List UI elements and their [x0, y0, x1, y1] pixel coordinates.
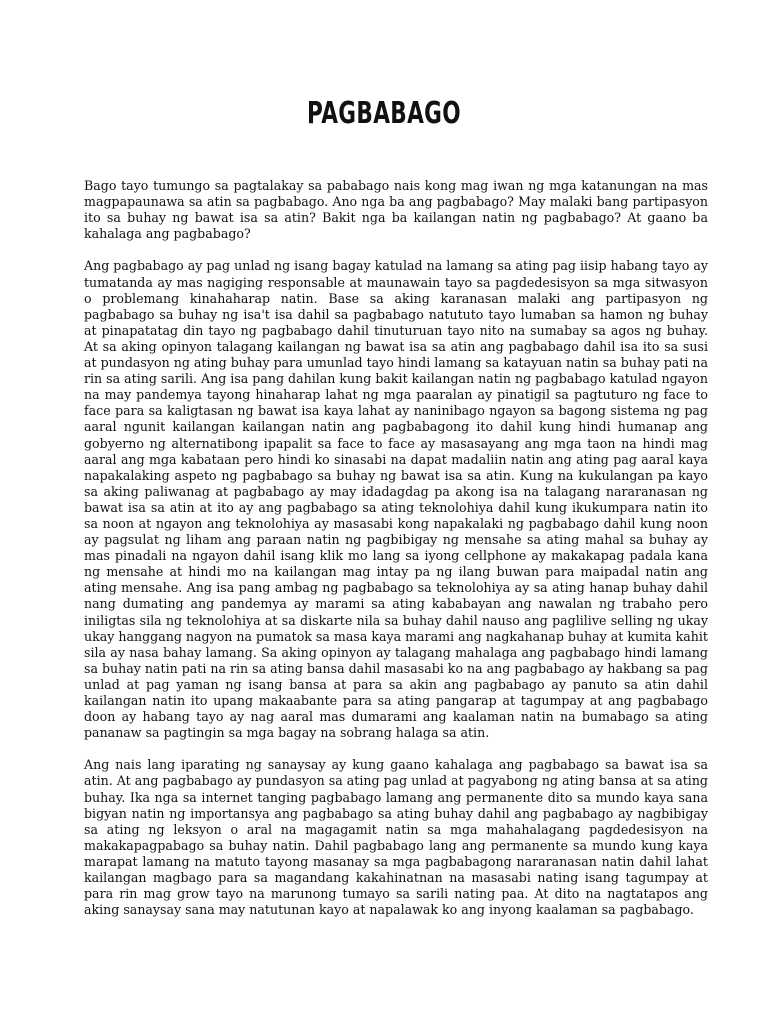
page-title: PAGBABAGO: [307, 96, 461, 131]
paragraph-intro: Bago tayo tumungo sa pagtalakay sa pababago nais kong mag iwan ng mga katanungan na mas magpapaunawa sa atin sa pagbabago. Ano nga ba ang pagbabago? May malaki bang partipasyon ito sa buhay ng bawat isa sa atin? Bakit nga ba kailangan natin ng pagbabago? At gaano ba kahalaga ang pagbabago?: [84, 178, 708, 242]
paragraph-main: Ang pagbabago ay pag unlad ng isang bagay katulad na lamang sa ating pag iisip habang tayo ay tumatanda ay mas nagiging responsable at maunawain tayo sa pagdedesisyon sa mga sitwasyon o problemang kinahaharap natin. Base sa aking karanasan malaki ang partipasyon ng pagbabago sa buhay ng isa't isa dahil sa pagbabago natututo tayo lumaban sa hamon ng buhay at pinapatatag din tayo ng pagbabago dahil tinuturuan tayo nito na sumabay sa agos ng buhay. At sa aking opinyon talagang kailangan ng bawat isa sa atin ang pagbabago dahil isa ito sa susi at pundasyon ng ating buhay para umunlad tayo hindi lamang sa katayuan natin sa buhay pati na rin sa ating sarili. Ang isa pang dahilan kung bakit kailangan natin ng pagbabago katulad ngayon na may pandemya tayong hinaharap lahat ng mga paaralan ay pinatigil sa pagtuturo ng face to face para sa kaligtasan ng bawat isa kaya lahat ay naninibago ngayon sa bagong sistema ng pag aaral ngunit kailangan kailangan natin ang pagbabagong ito dahil kung hindi humanap ang gobyerno ng alternatibong ipapalit sa face to face ay masasayang ang mga taon na hindi mag aaral ang mga kabataan pero hindi ko sinasabi na dapat madaliin natin ang ating pag aaral kaya napakalaking aspeto ng pagbabago sa buhay ng bawat isa sa atin. Kung na kukulangan pa kayo sa aking paliwanag at pagbabago ay may idadagdag pa akong isa na talagang nararanasan ng bawat isa sa atin at ito ay ang pagbabago sa ating teknolohiya dahil kung ikukumpara natin ito sa noon at ngayon ang teknolohiya ay masasabi kong napakalaki ng pagbabago dahil kung noon ay pagsulat ng liham ang paraan natin ng pagbibigay ng mensahe sa ating mahal sa buhay ay mas pinadali na ngayon dahil isang klik mo lang sa iyong cellphone ay makakapag padala kana ng mensahe at hindi mo na kailangan mag intay pa ng ilang buwan para maipadal natin ang ating mensahe. Ang isa pang ambag ng pagbabago sa teknolohiya ay sa ating hanap buhay dahil nang dumating ang pandemya ay marami sa ating kababayan ang nawalan ng trabaho pero iniligtas sila ng teknolohiya at sa diskarte nila sa buhay dahil nauso ang paglilive selling ng ukay ukay hanggang nagyon na pumatok sa masa kaya marami ang nagkahanap buhay at kumita kahit sila ay nasa bahay lamang. Sa aking opinyon ay talagang mahalaga ang pagbabago hindi lamang sa buhay natin pati na rin sa ating bansa dahil masasabi ko na ang pagbabago ay hakbang sa pag unlad at pag yaman ng isang bansa at para sa akin ang pagbabago ay panuto sa atin dahil kailangan natin ito upang makaabante para sa ating pangarap at tagumpay at ang pagbabago doon ay habang tayo ay nag aaral mas dumarami ang kaalaman natin na bumabago sa ating pananaw sa pagtingin sa mga bagay na sobrang halaga sa atin.: [84, 258, 708, 741]
paragraph-conclusion: Ang nais lang iparating ng sanaysay ay kung gaano kahalaga ang pagbabago sa bawat isa sa atin. At ang pagbabago ay pundasyon sa ating pag unlad at pagyabong ng ating bansa at sa ating buhay. Ika nga sa internet tanging pagbabago lamang ang permanente dito sa mundo kaya sana bigyan natin ng importansya ang pagbabago sa ating buhay dahil ang pagbabago ay nagbibigay sa ating ng leksyon o aral na magagamit natin sa mga mahahalagang pagdedesisyon na makakapagpabago sa buhay natin. Dahil pagbabago lang ang permanente sa mundo kung kaya marapat lamang na matuto tayong masanay sa mga pagbabagong nararanasan natin dahil lahat kailangan magbago para sa magandang kakahinatnan na masasabi nating isang tagumpay at para rin mag grow tayo na marunong tumayo sa sarili nating paa. At dito na nagtatapos ang aking sanaysay sana may natutunan kayo at napalawak ko ang inyong kaalaman sa pagbabago.: [84, 757, 708, 918]
document-body: [84, 178, 708, 934]
